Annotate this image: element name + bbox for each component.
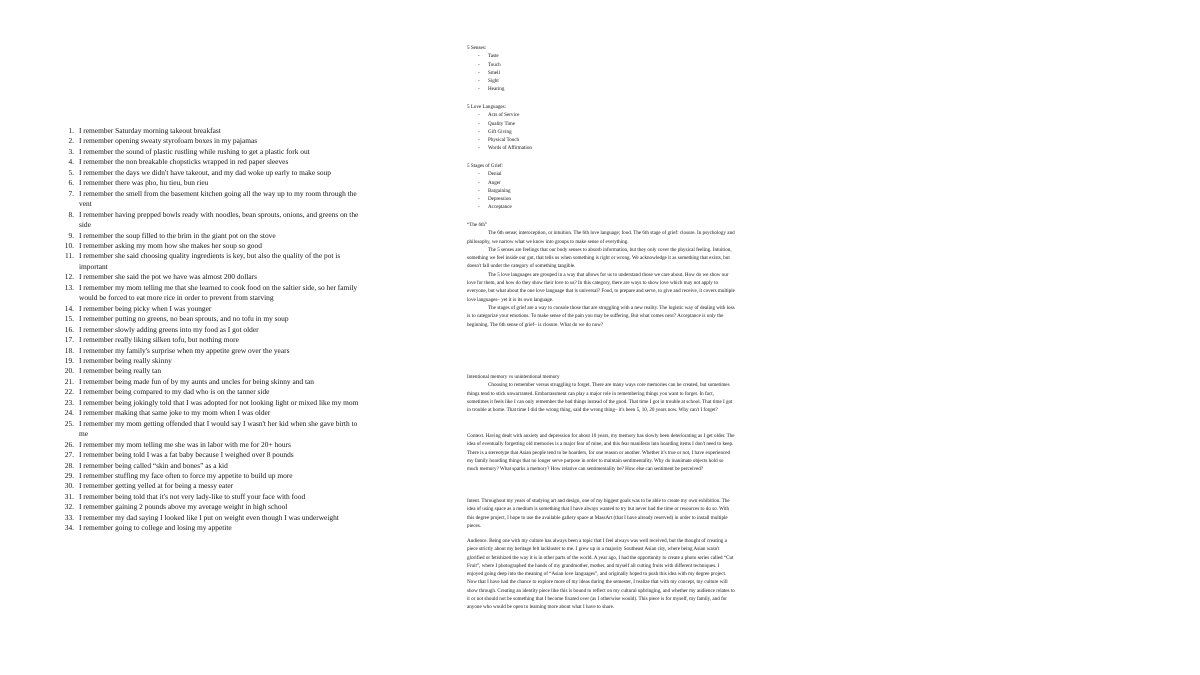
bullet-text: Touch <box>488 61 501 68</box>
bullet-text: Words of Affirmation <box>488 145 532 152</box>
memory-list-item <box>60 450 360 460</box>
list-text: I remember being made fun of by my aunts and uncles for being skinny and tan <box>79 376 314 386</box>
bullet-text: Gift Giving <box>488 128 512 135</box>
memory-list-item <box>60 147 360 157</box>
sixth-paragraph-2: The 5 senses are feelings that our body senses to absorb information, but they only cover the physical feeling. Intuition, something we feel inside our gut, that tells us when something is right or wrong. We acknowledge it as something that exists, but doesn't fall under the category of something tangible. <box>467 246 732 270</box>
sixth-paragraph-1: The 6th sense; interoception, or intuition. The 6th love language; food. The 6th stage of grief: closure. In psychology and philosophy, we narrow what we know into groups to make sense of everything. <box>467 230 735 245</box>
five-senses-section <box>467 44 735 94</box>
list-number: 13. <box>64 282 74 292</box>
memory-list-item <box>60 325 360 335</box>
memory-list-item <box>60 231 360 241</box>
memory-list-item <box>60 126 360 136</box>
dash-bullet-icon: - <box>478 53 480 60</box>
memory-list-item <box>60 210 360 231</box>
list-number: 25. <box>64 418 74 428</box>
dash-bullet-icon: - <box>478 145 480 152</box>
memory-list-item <box>60 356 360 366</box>
sixth-paragraph-3: The 5 love languages are grouped in a way that allows for us to understand those we care about. How do we show our love for them, and how do they show their love to us? In this category, there are ways to show love which may not apply to everyone, but what about the one love language that is universal? Food, to prepare and serve, to give and receive, it covers multiple love languages– yet it is its own language. <box>467 271 735 303</box>
dash-bullet-icon: - <box>478 69 480 76</box>
list-text: I remember being called “skin and bones” as a kid <box>79 460 228 470</box>
memory-list-item <box>60 492 360 502</box>
audience-section <box>467 537 735 612</box>
grief-list-item <box>467 195 735 203</box>
list-text: I remember the sound of plastic rustling while rushing to get a plastic fork out <box>79 146 310 156</box>
list-text: I remember making that same joke to my mom when I was older <box>79 408 271 418</box>
context-section <box>467 432 735 473</box>
bullet-text: Smell <box>488 69 500 76</box>
memory-heading: Intentional memory vs unintentional memory <box>467 374 560 380</box>
dash-bullet-icon: - <box>478 112 480 119</box>
list-number: 20. <box>64 366 74 376</box>
list-number: 5. <box>68 167 74 177</box>
list-number: 16. <box>64 324 74 334</box>
grief-list-item <box>467 179 735 187</box>
love-languages-list-item <box>467 111 735 119</box>
dash-bullet-icon: - <box>478 86 480 93</box>
dash-bullet-icon: - <box>478 128 480 135</box>
intent-paragraph: Intent. Throughout my years of studying art and design, one of my biggest goals was to be able to create my own exhibition. The idea of using space as a medium is something that I have always wanted to try but never had the time or resources to do so. With this degree project, I hope to use the available gallery space at MassArt (that I have already reserved) in order to install multiple pieces. <box>467 498 730 529</box>
love-languages-list-item <box>467 136 735 144</box>
dash-bullet-icon: - <box>478 78 480 85</box>
list-number: 31. <box>64 491 74 501</box>
list-number: 10. <box>64 240 74 250</box>
senses-list-item <box>467 69 735 77</box>
love-languages-list <box>467 111 735 152</box>
love-languages-heading: 5 Love Languages: <box>467 104 507 110</box>
list-number: 30. <box>64 481 74 491</box>
memory-list-item <box>60 387 360 397</box>
list-text: I remember being picky when I was younger <box>79 303 212 313</box>
intent-section <box>467 497 735 530</box>
bullet-text: Denial <box>488 171 502 178</box>
bullet-text: Anger <box>488 179 501 186</box>
five-senses-heading: 5 Senses: <box>467 45 487 51</box>
bullet-text: Taste <box>488 53 499 60</box>
memory-list-item <box>60 251 360 272</box>
list-number: 21. <box>64 376 74 386</box>
list-number: 33. <box>64 512 74 522</box>
stages-of-grief-heading: 5 Stages of Grief: <box>467 163 504 169</box>
bullet-text: Quality Time <box>488 120 516 127</box>
memory-list-item <box>60 178 360 188</box>
memory-list-item <box>60 168 360 178</box>
list-number: 1. <box>68 126 74 135</box>
memory-list-item <box>60 157 360 167</box>
memory-list-item <box>60 471 360 481</box>
dash-bullet-icon: - <box>478 204 480 211</box>
list-text: I remember my mom telling me she was in labor with me for 20+ hours <box>79 439 291 449</box>
list-text: I remember opening sweaty styrofoam boxes in my pajamas <box>79 136 258 146</box>
memory-list-item <box>60 136 360 146</box>
list-text: I remember my dad saying I looked like I put on weight even though I was underweight <box>79 512 339 522</box>
list-text: I remember my mom getting offended that I would say I wasn't her kid when she gave birth to me <box>79 418 358 439</box>
memory-list-item <box>60 513 360 523</box>
list-number: 34. <box>64 523 74 533</box>
senses-list-item <box>467 85 735 93</box>
dash-bullet-icon: - <box>478 120 480 127</box>
list-text: I remember being really tan <box>79 366 162 376</box>
grief-list-item <box>467 170 735 178</box>
love-languages-list-item <box>467 128 735 136</box>
list-text: I remember really liking silken tofu, but nothing more <box>79 335 239 345</box>
list-text: I remember having prepped bowls ready with noodles, bean sprouts, onions, and greens on the side <box>79 209 359 230</box>
list-text: I remember my family's surprise when my appetite grew over the years <box>79 345 290 355</box>
memory-list-item <box>60 335 360 345</box>
senses-list-item <box>467 52 735 60</box>
love-languages-section <box>467 103 735 153</box>
memory-section <box>467 373 735 414</box>
audience-paragraph: Audience. Being one with my culture has always been a topic that I feel always was well received, but the thought of creating a piece strictly about my heritage felt lackluster to me. I grew up in a majority Southeast Asian city, where being Asian wasn't glorified or fetishized the way it is in other parts of the world. A year ago, I had the opportunity to create a photo series called “Cut Fruit”, where I photographed the hands of my grandmother, mother, and myself all cutting fruits with different techniques. I enjoyed going deep into the meaning of “Asian love languages”, and originally hoped to push this idea with my degree project. Now that I have had the chance to explore more of my ideas during the semester, I realize that with my concept, my culture will show through. Creating an identity piece like this is bound to reflect on my cultural upbringing, and whether my audience relates to it or not should not be something that I become fixated over (as I otherwise would). This piece is for myself, my family, and for anyone who would be open to learning more about what I have to share. <box>467 538 735 611</box>
list-text: I remember being really skinny <box>79 355 172 365</box>
list-text: I remember the smell from the basement kitchen going all the way up to my room through the vent <box>79 188 357 209</box>
list-text: I remember my mom telling me that she learned to cook food on the saltier side, so her family would be forced to eat more rice in order to prevent from starving <box>79 282 358 303</box>
memory-list-item <box>60 502 360 512</box>
list-number: 9. <box>68 230 74 240</box>
list-text: I remember Saturday morning takeout breakfast <box>79 126 221 135</box>
stages-of-grief-list <box>467 170 735 211</box>
list-text: I remember she said the pot we have was almost 200 dollars <box>79 272 257 282</box>
memory-list-item <box>60 419 360 440</box>
memory-list-item <box>60 377 360 387</box>
dash-bullet-icon: - <box>478 187 480 194</box>
bullet-text: Hearing <box>488 86 505 93</box>
list-text: I remember being jokingly told that I was adopted for not looking light or mixed like my mom <box>79 397 359 407</box>
stages-of-grief-section <box>467 162 735 212</box>
list-number: 11. <box>65 251 74 261</box>
list-text: I remember she said choosing quality ingredients is key, but also the quality of the pot is important <box>79 251 341 271</box>
list-number: 29. <box>64 470 74 480</box>
list-text: I remember slowly adding greens into my food as I got older <box>79 324 259 334</box>
list-number: 17. <box>64 335 74 345</box>
list-number: 7. <box>68 188 74 198</box>
list-number: 23. <box>64 397 74 407</box>
grief-list-item <box>467 187 735 195</box>
the-sixth-section <box>467 221 735 329</box>
the-sixth-heading: “The 6th” <box>467 222 488 228</box>
list-text: I remember there was pho, hu tieu, bun rieu <box>79 178 209 188</box>
list-number: 12. <box>64 272 74 282</box>
dash-bullet-icon: - <box>478 196 480 203</box>
dash-bullet-icon: - <box>478 61 480 68</box>
senses-list-item <box>467 77 735 85</box>
list-number: 27. <box>64 450 74 460</box>
list-text: I remember the days we didn't have takeout, and my dad woke up early to make soup <box>79 167 331 177</box>
love-languages-list-item <box>467 144 735 152</box>
memory-list-item <box>60 398 360 408</box>
list-text: I remember being told I was a fat baby because I weighed over 8 pounds <box>79 450 294 460</box>
list-text: I remember going to college and losing my appetite <box>79 523 232 533</box>
dash-bullet-icon: - <box>478 137 480 144</box>
list-text: I remember stuffing my face often to force my appetite to build up more <box>79 470 293 480</box>
list-number: 24. <box>64 408 74 418</box>
memory-list-item <box>60 481 360 491</box>
bullet-text: Sight <box>488 78 499 85</box>
love-languages-list-item <box>467 120 735 128</box>
list-number: 26. <box>64 439 74 449</box>
memory-paragraph: Choosing to remember versus struggling to forget. There are many ways core memories can be created, but sometimes things tend to stick unwarranted. Embarrassment can play a major role in remembering things you want to forget. In fact, sometimes it feels like I can only remember the bad things instead of the good. That time I got in trouble at school. That time I got in trouble at home. That time I did the wrong thing, said the wrong thing– it's been 5, 10, 20 years now. Why can't I forget? <box>467 382 733 414</box>
memory-list-item <box>60 523 360 533</box>
memory-numbered-list <box>60 126 360 534</box>
memory-list-item <box>60 304 360 314</box>
memory-list-item <box>60 283 360 304</box>
list-text: I remember the non breakable chopsticks wrapped in red paper sleeves <box>79 157 289 167</box>
list-number: 32. <box>64 502 74 512</box>
list-number: 4. <box>68 157 74 167</box>
list-text: I remember the soup filled to the brim in the giant pot on the stove <box>79 230 276 240</box>
senses-list-item <box>467 61 735 69</box>
list-text: I remember putting no greens, no bean sprouts, and no tofu in my soup <box>79 314 289 324</box>
five-senses-list <box>467 52 735 93</box>
sixth-paragraph-4: The stages of grief are a way to console those that are struggling with a new reality. The logistic way of dealing with loss is to categorize your emotions. To make sense of the pain you may be suffering. But what comes next? Acceptance is only the beginning. The 6th sense of grief– is closure. What do we do now? <box>467 304 735 328</box>
list-text: I remember asking my mom how she makes her soup so good <box>79 240 262 250</box>
memory-list-item <box>60 189 360 210</box>
memory-list-item <box>60 366 360 376</box>
bullet-text: Bargaining <box>488 187 511 194</box>
list-number: 15. <box>64 314 74 324</box>
bullet-text: Acts of Service <box>488 112 520 119</box>
list-number: 14. <box>64 303 74 313</box>
memory-list-item <box>60 440 360 450</box>
memory-list-item <box>60 461 360 471</box>
list-number: 18. <box>64 345 74 355</box>
bullet-text: Acceptance <box>488 204 512 211</box>
list-number: 8. <box>68 209 74 219</box>
list-number: 22. <box>64 387 74 397</box>
bullet-text: Physical Touch <box>488 137 520 144</box>
list-number: 28. <box>64 460 74 470</box>
memory-list-item <box>60 408 360 418</box>
list-text: I remember getting yelled at for being a messy eater <box>79 481 234 491</box>
list-number: 2. <box>68 136 74 146</box>
memory-list-item <box>60 272 360 282</box>
memory-list-item <box>60 314 360 324</box>
context-paragraph: Context. Having dealt with anxiety and depression for about 10 years, my memory has slowly been deteriorating as I get older. The idea of eventually forgetting old memories is a major fear of mine, and this fear manifests into hoarding items I don't need to keep. There is a stereotype that Asian people tend to be hoarders, for one reason or another. Whether it's true or not, I have experienced my family hoarding things that no longer serve purpose in order to maintain sentimentality. Why do inanimate objects hold so much memory? What sparks a memory? How relative can sentimentality be? How else can sentiment be perceived? <box>467 433 735 473</box>
memory-list-item <box>60 241 360 251</box>
list-number: 19. <box>64 355 74 365</box>
memory-list-item <box>60 346 360 356</box>
list-number: 6. <box>68 178 74 188</box>
dash-bullet-icon: - <box>478 179 480 186</box>
list-text: I remember being compared to my dad who is on the tanner side <box>79 387 270 397</box>
list-text: I remember gaining 2 pounds above my average weight in high school <box>79 502 288 512</box>
grief-list-item <box>467 203 735 211</box>
dash-bullet-icon: - <box>478 171 480 178</box>
list-text: I remember being told that it's not very lady-like to stuff your face with food <box>79 491 306 501</box>
list-number: 3. <box>68 146 74 156</box>
bullet-text: Depression <box>488 196 511 203</box>
